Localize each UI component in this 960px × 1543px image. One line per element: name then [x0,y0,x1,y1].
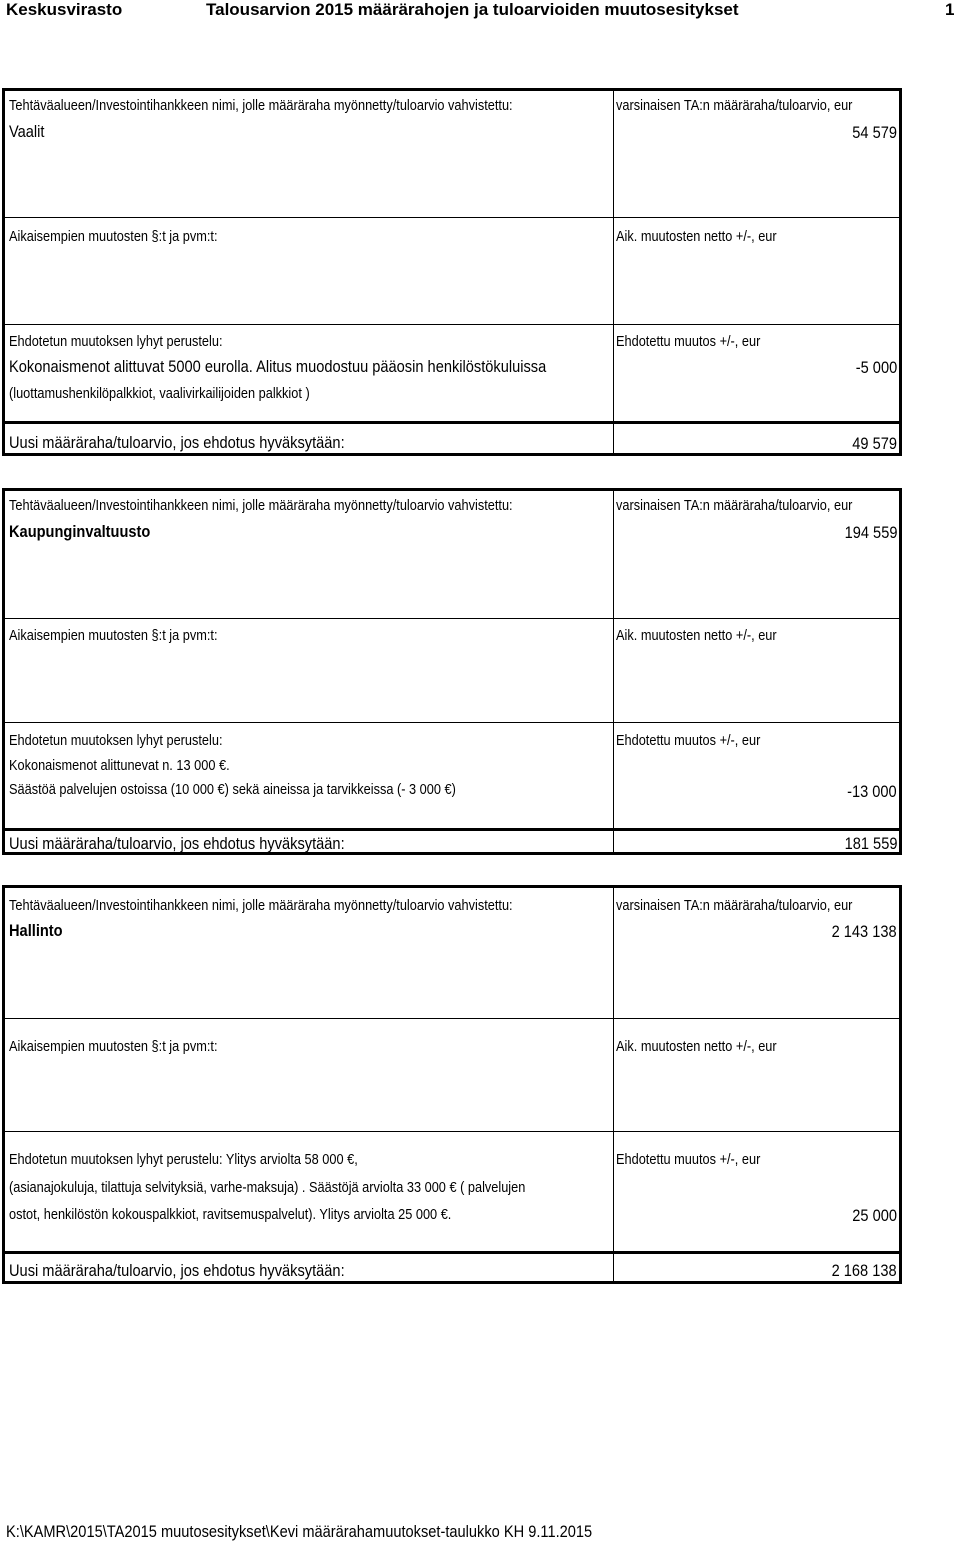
change-value: -5 000 [855,358,897,377]
previous-net-label: Aik. muutosten netto +/-, eur [616,229,777,245]
area-name-label: Tehtäväalueen/Investointihankkeen nimi, jolle määräraha myönnetty/tuloarvio vahvistettu: [9,498,513,514]
reason-line: Säästöä palvelujen ostoissa (10 000 €) sekä aineissa ja tarvikkeissa (- 3 000 €) [9,782,456,798]
area-name: Hallinto [9,921,63,940]
budget-block-kaupunginvaltuusto [2,488,902,855]
header-title: Talousarvion 2015 määrärahojen ja tuloarvioiden muutosesitykset [206,0,739,19]
previous-net-label: Aik. muutosten netto +/-, eur [616,1039,777,1055]
reason-line: Kokonaismenot alittuvat 5000 eurolla. Alitus muodostuu pääosin henkilöstökuluissa [9,357,547,376]
reason-line: ostot, henkilöstön kokouspalkkiot, ravitsemuspalvelut). Ylitys arviolta 25 000 €. [9,1207,452,1223]
new-value-label: Uusi määräraha/tuloarvio, jos ehdotus hyväksytään: [9,1261,345,1280]
new-value-label: Uusi määräraha/tuloarvio, jos ehdotus hyväksytään: [9,433,345,452]
area-name: Vaalit [9,122,45,141]
previous-changes-label: Aikaisempien muutosten §:t ja pvm:t: [9,628,218,644]
new-value-label: Uusi määräraha/tuloarvio, jos ehdotus hyväksytään: [9,834,345,853]
budget-value: 54 579 [852,123,897,142]
previous-net-label: Aik. muutosten netto +/-, eur [616,628,777,644]
reason-line: Kokonaismenot alittunevat n. 13 000 €. [9,758,230,774]
file-path-footer: K:\KAMR\2015\TA2015 muutosesitykset\Kevi määrärahamuutokset-taulukko KH 9.11.2015 [6,1522,593,1541]
previous-changes-label: Aikaisempien muutosten §:t ja pvm:t: [9,1039,218,1055]
new-value: 2 168 138 [831,1261,897,1280]
area-name-label: Tehtäväalueen/Investointihankkeen nimi, jolle määräraha myönnetty/tuloarvio vahvistettu: [9,98,513,114]
change-label: Ehdotettu muutos +/-, eur [616,334,761,350]
budget-block-hallinto [2,885,902,1284]
page-header [0,0,960,22]
change-value: -13 000 [847,782,897,801]
budget-label: varsinaisen TA:n määräraha/tuloarvio, eur [616,498,853,514]
new-value: 49 579 [852,434,897,453]
change-value: 25 000 [852,1206,897,1225]
budget-block-vaalit [2,88,902,456]
budget-label: varsinaisen TA:n määräraha/tuloarvio, eur [616,898,853,914]
header-page-number: 1 [945,0,955,19]
area-name: Kaupunginvaltuusto [9,522,151,541]
change-label: Ehdotettu muutos +/-, eur [616,733,761,749]
reason-label: Ehdotetun muutoksen lyhyt perustelu: [9,733,223,749]
reason-label: Ehdotetun muutoksen lyhyt perustelu: [9,334,223,350]
budget-label: varsinaisen TA:n määräraha/tuloarvio, eur [616,98,853,114]
reason-label: Ehdotetun muutoksen lyhyt perustelu: Ylitys arviolta 58 000 €, [9,1152,358,1168]
area-name-label: Tehtäväalueen/Investointihankkeen nimi, jolle määräraha myönnetty/tuloarvio vahvistettu: [9,898,513,914]
change-label: Ehdotettu muutos +/-, eur [616,1152,761,1168]
header-org: Keskusvirasto [6,0,123,19]
previous-changes-label: Aikaisempien muutosten §:t ja pvm:t: [9,229,218,245]
reason-line: (luottamushenkilöpalkkiot, vaalivirkailijoiden palkkiot ) [9,386,310,402]
budget-value: 2 143 138 [831,922,897,941]
reason-line: (asianajokuluja, tilattuja selvityksiä, varhe-maksuja) . Säästöjä arviolta 33 000 € ( palvelujen [9,1180,526,1196]
budget-value: 194 559 [844,523,897,542]
new-value: 181 559 [844,834,897,853]
